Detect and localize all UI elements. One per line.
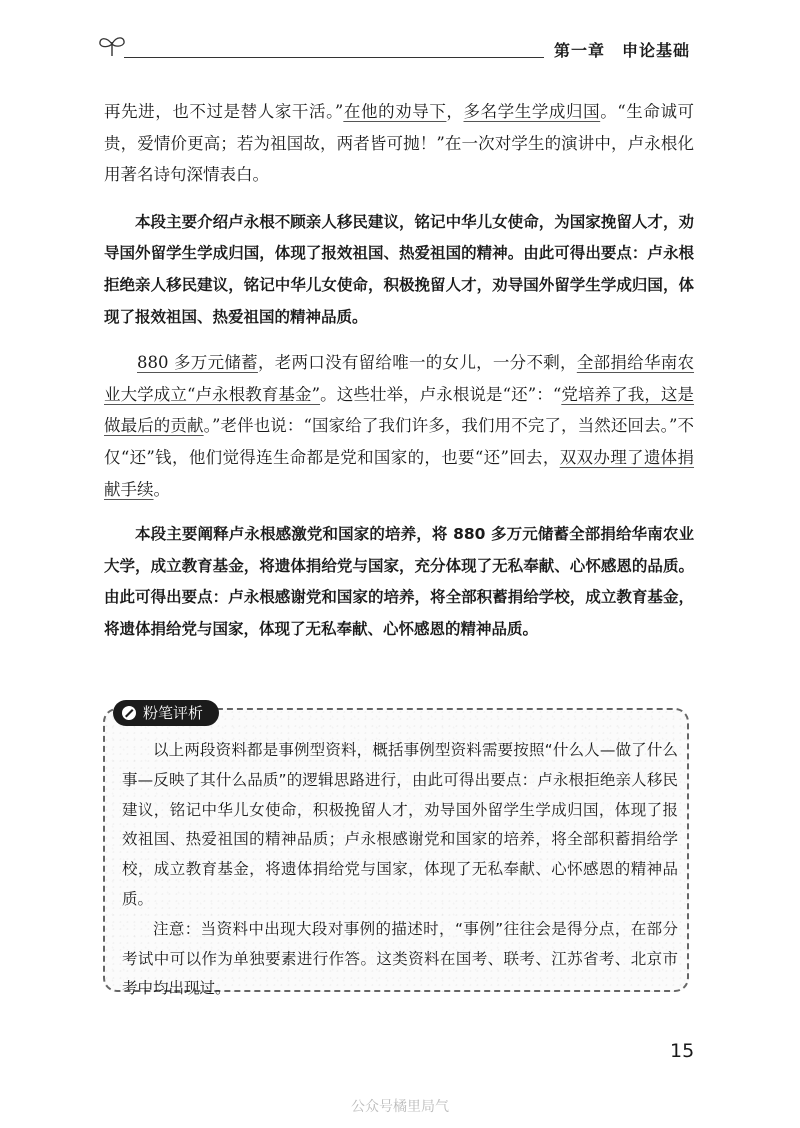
underlined-phrase: 全部捐给华南农业大学成立“卢永根教育基金” [104,353,695,404]
paragraph-1 [104,96,694,191]
text-run: ，老两口没有留给唯一的女儿，一分不剩， [257,353,577,373]
underlined-phrase: 双双办理了遗体捐献手续 [104,447,695,499]
watermark: 公众号橘里局气 [351,1099,449,1115]
paragraph-3 [104,347,694,505]
chapter-title: 第一章 申论基础 [544,38,690,61]
underlined-phrase: 多名学生学成归国 [463,102,601,121]
paragraph-2-summary: 本段主要介绍卢永根不顾亲人移民建议，铭记中华儿女使命，为国家挽留人才，劝导国外留学生学成归国，体现了报效祖国、热爱祖国的精神。由此可得出要点：卢永根拒绝亲人移民建议，铭记中华儿女使命，积极挽留人才，劝导国外留学生学成归国，体现了报效祖国、热爱祖国的精神品质。 [104,212,694,326]
text-run: ， [446,102,464,121]
text-run: 再先进，也不过是替人家干活。” [104,102,344,121]
analysis-paragraph-2: 注意：当资料中出现大段对事例的描述时，“事例”往往会是得分点，在部分考试中可以作为单独要素进行作答。这类资料在国考、联考、江苏省考、北京市考中均出现过。 [122,919,678,998]
underlined-phrase: 880 多万元储蓄 [137,353,258,373]
underlined-phrase: 党培养了我，这是做最后的贡献 [104,384,695,436]
analysis-tag-label: 粉笔评析 [143,704,204,722]
main-body [104,96,694,646]
text-run: 。这些壮举，卢永根说是“还”：“ [320,384,562,404]
analysis-tag [113,700,219,726]
text-run: 。”老伴也说：“国家给了我们许多，我们用不完了，当然还回去。”不仅“还”钱，他们觉得连生命都是党和国家的，也要“还”回去， [104,416,695,467]
sprout-icon [96,32,128,58]
analysis-text [122,736,678,1004]
text-run: 。“生命诚可贵，爱情价更高；若为祖国故，两者皆可抛！”在一次对学生的演讲中，卢永根化用著名诗句深情表白。 [104,102,695,185]
chalk-icon [121,705,137,721]
page-header [0,0,800,70]
paragraph-4-summary: 本段主要阐释卢永根感激党和国家的培养，将 880 多万元储蓄全部捐给华南农业大学，成立教育基金，将遗体捐给党与国家，充分体现了无私奉献、心怀感恩的品质。由此可得出要点：卢永根感谢党和国家的培养，将全部积蓄捐给学校，成立教育基金，将遗体捐给党与国家，体现了无私奉献、心怀感恩的精神品质。 [104,525,694,638]
analysis-paragraph-1: 以上两段资料都是事例型资料，概括事例型资料需要按照“什么人—做了什么事—反映了其什么品质”的逻辑思路进行，由此可得出要点：卢永根拒绝亲人移民建议，铭记中华儿女使命，积极挽留人才，劝导国外留学生学成归国，体现了报效祖国、热爱祖国的精神品质；卢永根感谢党和国家的培养，将全部积蓄捐给学校，成立教育基金，将遗体捐给党与国家，体现了无私奉献、心怀感恩的精神品质。 [122,741,678,908]
text-run: 。 [153,479,170,499]
page-number: 15 [670,1040,695,1062]
underlined-phrase: 在他的劝导下 [343,102,447,121]
